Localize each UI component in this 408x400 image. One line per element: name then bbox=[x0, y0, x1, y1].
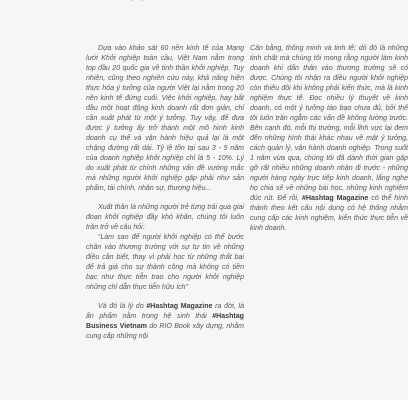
right-text-column bbox=[250, 44, 408, 243]
left-paragraph-3-c: do RIO Book xây dựng, nhằm cung cấp những nội bbox=[86, 323, 244, 340]
left-paragraph-2-intro: Xuất thân là những người trẻ từng trải qua giai đoạn khởi nghiệp đầy khó khăn, chúng tôi luôn trăn trở về câu hỏi: bbox=[86, 204, 244, 231]
left-paragraph-3-a: Và đó là lý do bbox=[98, 303, 144, 310]
right-paragraph-1-end: có thể hình thành theo kết cấu nội dung có hệ thống nhằm cung cấp các kinh nghiệm, kiến thức thực tiễn về kinh doanh. bbox=[250, 195, 408, 232]
left-paragraph-2-quote: “Làm sao để người khởi nghiệp có thể bước chân vào thương trường với sự tự tin về những điều cần biết, thay vì phải học từ những thất bại để trả giá cho sự thành công mà không có tiền bạc như thực tiễn trao cho người khởi nghiệp những chỉ dẫn thực tiễn hữu ích” bbox=[86, 234, 244, 291]
top-text-fragment bbox=[118, 0, 208, 4]
left-paragraph-1: Dựa vào khảo sát 60 nền kinh tế của Mạng lưới Khởi nghiệp toàn cầu, Việt Nam nằm trong top đầu 20 quốc gia về tinh thần khởi nghiệp. Tuy nhiên, cũng theo nghiên cứu này, khả năng hiện thực hóa ý tưởng của người Việt lại nằm trong 20 nền kinh tế đứng cuối. Việc khởi nghiệp, hay bắt đầu một hoạt động kinh doanh rất đơn giản, chỉ cần xuất phát từ một ý tưởng. Tuy vậy, để đưa được ý tưởng ấy trở thành một mô hình kinh doanh cụ thể và vận hành hiệu quả lại là một chặng đường rất dài. Tỷ lệ tồn tại sau 3 - 5 năm của doanh nghiệp khởi nghiệp chỉ là 5 - 10%. Lý do xuất phát từ chính những vấn đề vướng mắc mà những người khởi nghiệp gặp phải như sản phẩm, tài chính, nhân sự, thương hiệu... bbox=[86, 45, 244, 192]
left-paragraph-3 bbox=[86, 302, 244, 342]
right-paragraph-1-text: Cân bằng, thông minh và tinh tế; dó đó là những tinh chất mà chúng tôi mong rằng người làm kinh doanh khi dấn thân vào thương trường sẽ có được. Chúng tôi nhận ra điều người khởi nghiệp còn thiếu đôi khi không phải kiến thức, mà là kinh nghiệm thực tế. Đọc nhiều lý thuyết về kinh doanh, có một ý tưởng táo bạo chưa đủ, bởi thế tôi luôn trăn ngẫm các vấn đề không lường trước. Bên cạnh đó, mỗi thị trường, mỗi lĩnh vực lại đem đến những hình thái khác nhau về mặt ý tưởng, cách quản lý, vận hành doanh nghiệp. Trong suốt 1 năm vừa qua, chúng tôi đã dành thời gian gặp gỡ rất nhiều những doanh nhân đi trước - những người hàng ngày trực tiếp kinh doanh, lắng nghe họ chia sẻ về những bài học, những kinh nghiệm đúc rút. Để rồi, bbox=[250, 45, 408, 202]
left-paragraph-2 bbox=[86, 203, 244, 293]
left-paragraph-3-b: ra đời, là ấn phẩm nằm trong hệ sinh thái bbox=[86, 303, 245, 320]
right-paragraph-1 bbox=[250, 44, 408, 234]
brand-hashtag-magazine: #Hashtag Magazine bbox=[146, 303, 213, 310]
left-text-column bbox=[86, 44, 244, 351]
brand-hashtag-business-vietnam: #Hashtag Business Vietnam bbox=[86, 313, 244, 330]
brand-hashtag-magazine-right: #Hashtag Magazine bbox=[301, 195, 369, 202]
